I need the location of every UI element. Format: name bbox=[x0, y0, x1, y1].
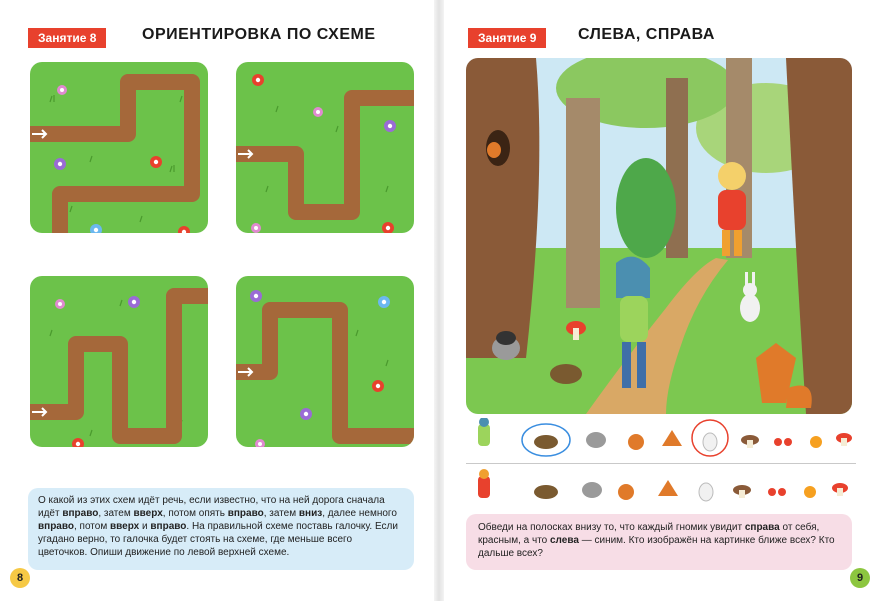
page-number-left: 8 bbox=[10, 568, 30, 588]
lesson-9-task bbox=[466, 514, 852, 570]
text-segment: Обведи на полосках внизу то, что каждый гномик увидит bbox=[478, 522, 745, 533]
text-segment: — синим. Кто изображён на картинке ближе всех? Кто дальше всех? bbox=[478, 535, 835, 559]
keyword-right: вправо bbox=[227, 508, 264, 519]
keyword-down: вниз bbox=[298, 508, 323, 519]
text-segment: , далее немного bbox=[322, 508, 397, 519]
scheme-bottom-right[interactable] bbox=[236, 276, 414, 447]
strip-divider bbox=[466, 463, 856, 464]
lesson-9-title: СЛЕВА, СПРАВА bbox=[578, 26, 715, 43]
lesson-8-title: ОРИЕНТИРОВКА ПО СХЕМЕ bbox=[142, 26, 376, 43]
text-segment: . На правильной схеме поставь галочку. Если угадано верно, то галочка будет стоять на схеме, где меньше всего цветочков. Опиши движение по левой верхней схеме. bbox=[38, 521, 398, 558]
text-segment: , потом опять bbox=[162, 508, 228, 519]
text-segment: и bbox=[139, 521, 151, 532]
page-number-right: 9 bbox=[850, 568, 870, 588]
keyword-left: слева bbox=[550, 535, 579, 546]
book-gutter bbox=[434, 0, 444, 601]
scheme-bottom-left[interactable] bbox=[30, 276, 208, 447]
text-segment: О какой из этих схем идёт речь, если известно, что на ней дорога сначала идёт bbox=[38, 495, 385, 519]
hedgehog-figure bbox=[550, 364, 582, 384]
top-gnome-strip[interactable] bbox=[466, 418, 856, 458]
text-segment: от себя, красным, а что bbox=[478, 522, 820, 546]
squirrel-figure bbox=[487, 142, 501, 158]
lesson-9-tag: Занятие 9 bbox=[468, 28, 546, 48]
keyword-right: вправо bbox=[38, 521, 74, 532]
lesson-8-instructions bbox=[28, 488, 414, 570]
lesson-8-tag: Занятие 8 bbox=[28, 28, 106, 48]
keyword-up: вверх bbox=[133, 508, 163, 519]
keyword-right: вправо bbox=[62, 508, 99, 519]
keyword-right: вправо bbox=[150, 521, 187, 532]
keyword-right: справа bbox=[744, 522, 780, 533]
text-segment: , затем bbox=[263, 508, 299, 519]
scheme-top-left[interactable] bbox=[30, 62, 208, 233]
keyword-up: вверх bbox=[109, 521, 140, 532]
bottom-gnome-strip[interactable] bbox=[466, 468, 856, 508]
forest-scene bbox=[466, 58, 852, 414]
text-segment: , потом bbox=[73, 521, 110, 532]
scheme-top-right[interactable] bbox=[236, 62, 414, 233]
text-segment: , затем bbox=[98, 508, 134, 519]
